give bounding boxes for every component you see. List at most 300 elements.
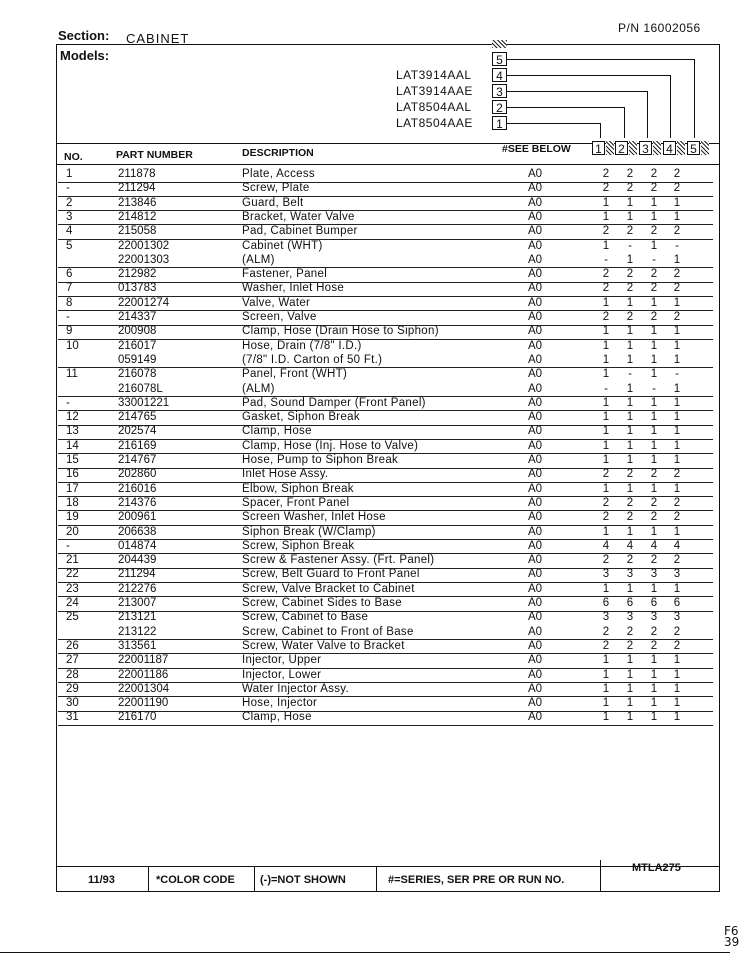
model-3-quantity: 2 [650,639,658,652]
model-connector-3-drop [647,91,648,138]
model-1-quantity: 1 [602,682,610,695]
item-number: - [66,396,70,409]
model-1-quantity: 2 [602,268,610,281]
part-number: 211294 [118,568,156,581]
model-number-5: 5 [492,52,507,66]
model-2-quantity: 1 [626,196,634,209]
col-model-4: 4 [663,141,676,155]
model-connector-1 [507,123,600,124]
part-number: 216169 [118,439,157,452]
table-row [58,411,718,425]
model-3-quantity: 2 [650,625,658,638]
model-4-quantity: 1 [673,339,681,352]
part-number: 216078 [118,368,157,381]
model-4-quantity: 1 [673,396,681,409]
series-code: A0 [528,611,543,624]
item-number: 21 [66,554,79,567]
item-number: 19 [66,511,79,524]
table-row [58,240,718,254]
model-1-quantity: 1 [602,697,610,710]
model-2-quantity: 1 [626,682,634,695]
model-1-quantity: - [604,253,608,266]
table-row [58,697,718,711]
part-number: 215058 [118,225,157,238]
part-number: 313561 [118,639,157,652]
item-number: 22 [66,568,79,581]
model-3-quantity: - [652,253,656,266]
col-model-2: 2 [615,141,628,155]
part-description: Plate, Access [242,168,315,180]
model-4-quantity: 1 [673,210,681,223]
model-3-quantity: - [652,382,656,395]
part-number: 204439 [118,554,157,567]
model-4-quantity: 2 [673,282,681,295]
table-row [58,225,718,239]
part-description: Screw, Plate [242,182,310,195]
model-3-quantity: 1 [650,353,658,366]
model-3-quantity: 2 [650,311,658,323]
table-row [58,354,718,368]
item-number: 31 [66,711,79,724]
hatch-mark [653,141,661,155]
series-code: A0 [528,282,543,295]
model-3-quantity: 1 [650,482,658,495]
model-1-quantity: 4 [602,539,610,552]
table-row [58,468,718,482]
table-row [58,626,718,640]
model-3-quantity: 1 [650,239,658,252]
model-1-quantity: 1 [602,411,610,424]
series-code: A0 [528,525,543,538]
model-1-quantity: 1 [602,325,610,338]
model-1-quantity: 2 [602,639,610,652]
part-description: Clamp, Hose (Drain Hose to Siphon) [242,325,439,338]
model-1-quantity: 2 [602,311,610,323]
model-2-quantity: 1 [626,454,634,466]
model-1-quantity: 3 [602,568,610,581]
part-description: Pad, Sound Damper (Front Panel) [242,396,426,409]
model-4-quantity: 1 [673,711,681,724]
hatch-mark [629,141,637,155]
part-number: 200908 [118,325,157,338]
part-number: 216017 [118,339,157,352]
model-3-quantity: 1 [650,525,658,538]
series-code: A0 [528,539,543,552]
part-description: Screw, Valve Bracket to Cabinet [242,582,415,595]
part-description: Hose, Drain (7/8" I.D.) [242,339,362,352]
part-description: Clamp, Hose [242,711,312,724]
part-number: 33001221 [118,396,170,409]
model-1-quantity: 1 [602,525,610,538]
footer-divider [254,866,255,892]
part-number: 013783 [118,282,157,295]
model-3-quantity: 1 [650,682,658,695]
series-code: A0 [528,325,543,338]
item-number: 20 [66,525,79,538]
model-2-quantity: 2 [626,511,634,524]
model-4-quantity: 1 [673,253,681,266]
series-code: A0 [528,668,543,681]
part-description: Screw, Siphon Break [242,539,355,552]
model-3-quantity: 2 [650,496,658,509]
model-2-quantity: 1 [626,210,634,223]
part-description: Pad, Cabinet Bumper [242,225,358,238]
part-number: 202574 [118,425,157,438]
part-number: 059149 [118,353,157,366]
model-number-1: 1 [492,116,507,130]
item-number: 14 [66,439,79,452]
model-1-quantity: 1 [602,296,610,309]
model-2-quantity: 2 [626,168,634,180]
model-1-quantity: 3 [602,611,610,624]
model-1-quantity: 2 [602,468,610,481]
item-number: - [66,311,70,323]
model-3-quantity: 3 [650,611,658,624]
item-number: 7 [66,282,73,295]
table-row [58,640,718,654]
series-code: A0 [528,311,543,323]
model-2-quantity: 1 [626,253,634,266]
series-code: A0 [528,682,543,695]
model-4-quantity: 2 [673,225,681,238]
table-row [58,211,718,225]
table-row [58,654,718,668]
col-part-number: PART NUMBER [116,149,193,161]
item-number: 4 [66,225,73,238]
part-description: (ALM) [242,382,275,395]
series-code: A0 [528,396,543,409]
model-connector-4-drop [670,75,671,138]
part-description: Screw, Cabinet to Front of Base [242,625,414,638]
item-number: 24 [66,597,79,609]
col-see-below: #SEE BELOW [502,143,571,155]
part-number: 213122 [118,625,157,638]
header-bottom-rule [56,164,720,165]
model-3-quantity: 1 [650,210,658,223]
part-number: 216078L [118,382,163,395]
model-connector-5 [507,59,694,60]
models-label: Models: [60,48,110,63]
part-description: Injector, Lower [242,668,322,681]
model-2-quantity: 3 [626,611,634,624]
part-number: 213007 [118,597,157,609]
part-number: 213121 [118,611,157,624]
col-model-3: 3 [639,141,652,155]
item-number: 29 [66,682,79,695]
model-3-quantity: 1 [650,396,658,409]
model-2-quantity: - [628,368,632,381]
series-code: A0 [528,210,543,223]
model-4-quantity: 2 [673,468,681,481]
item-number: 9 [66,325,73,338]
series-code: A0 [528,296,543,309]
model-4-quantity: 1 [673,482,681,495]
item-number: 3 [66,210,73,223]
model-3-quantity: 2 [650,554,658,567]
model-1-quantity: 1 [602,368,610,381]
model-4-quantity: - [675,239,679,252]
series-code: A0 [528,654,543,667]
model-3-quantity: 1 [650,697,658,710]
table-row [58,254,718,268]
model-connector-1-drop [600,123,601,138]
item-number: 15 [66,454,79,466]
model-1-quantity: 1 [602,439,610,452]
part-number: 22001303 [118,253,170,266]
col-no: NO. [64,151,83,163]
model-4-quantity: 1 [673,439,681,452]
model-1-quantity: 1 [602,454,610,466]
model-2-quantity: 1 [626,654,634,667]
part-description: (7/8" I.D. Carton of 50 Ft.) [242,353,383,366]
part-description: Screen Washer, Inlet Hose [242,511,386,524]
table-row [58,311,718,325]
hatch-mark [701,141,709,155]
series-code: A0 [528,597,543,609]
model-3-quantity: 2 [650,268,658,281]
model-2-quantity: 1 [626,425,634,438]
item-number: 10 [66,339,79,352]
model-2-quantity: 2 [626,268,634,281]
table-row [58,568,718,582]
table-row [58,526,718,540]
model-2-quantity: 3 [626,568,634,581]
table-row [58,511,718,525]
model-1-quantity: 1 [602,711,610,724]
part-description: Panel, Front (WHT) [242,368,348,381]
part-number: 216170 [118,711,157,724]
table-row [58,554,718,568]
model-4-quantity: 1 [673,525,681,538]
model-2-quantity: 2 [626,311,634,323]
part-description: Screw, Water Valve to Bracket [242,639,405,652]
col-model-1: 1 [592,141,605,155]
table-row [58,197,718,211]
model-3-quantity: 2 [650,511,658,524]
model-connector-2 [507,107,624,108]
model-2-quantity: 1 [626,382,634,395]
model-1-quantity: 1 [602,239,610,252]
model-number-2: 2 [492,100,507,114]
model-4-quantity: 2 [673,496,681,509]
model-2-quantity: 1 [626,668,634,681]
part-description: Guard, Belt [242,196,304,209]
model-1-quantity: 2 [602,282,610,295]
model-3-quantity: 1 [650,654,658,667]
part-description: Screw, Belt Guard to Front Panel [242,568,420,581]
table-row [58,340,718,354]
part-number: 200961 [118,511,157,524]
model-1-quantity: 2 [602,168,610,180]
model-2-quantity: 6 [626,597,634,609]
page-bottom-rule [0,952,730,953]
series-code: A0 [528,168,543,180]
table-row [58,182,718,196]
col-description: DESCRIPTION [242,147,314,159]
model-name-3: LAT3914AAE [396,84,473,98]
model-2-quantity: 2 [626,625,634,638]
part-description: Clamp, Hose [242,425,312,438]
model-1-quantity: 1 [602,196,610,209]
table-row [58,583,718,597]
footer-divider [376,866,377,892]
part-number: 214376 [118,496,157,509]
part-description: Spacer, Front Panel [242,496,350,509]
part-description: Screw, Cabinet to Base [242,611,369,624]
model-4-quantity: 6 [673,597,681,609]
model-1-quantity: 2 [602,496,610,509]
model-1-quantity: 1 [602,668,610,681]
table-row [58,325,718,339]
model-2-quantity: 1 [626,411,634,424]
model-3-quantity: 1 [650,368,658,381]
margin-note: F6 39 [724,924,740,949]
model-1-quantity: 2 [602,511,610,524]
model-4-quantity: 1 [673,654,681,667]
table-row [58,540,718,554]
model-2-quantity: 2 [626,468,634,481]
part-number: 214767 [118,454,157,466]
model-3-quantity: 6 [650,597,658,609]
series-code: A0 [528,496,543,509]
part-number: 22001187 [118,654,169,667]
hatch-mark [492,40,507,48]
table-row [58,454,718,468]
model-3-quantity: 1 [650,339,658,352]
part-description: Screen, Valve [242,311,317,323]
series-code: A0 [528,425,543,438]
table-row [58,268,718,282]
model-2-quantity: 2 [626,554,634,567]
table-row [58,497,718,511]
footer-divider [600,860,601,892]
part-description: Inlet Hose Assy. [242,468,329,481]
model-4-quantity: 2 [673,182,681,195]
item-number: 30 [66,697,79,710]
model-2-quantity: 2 [626,496,634,509]
table-row [58,297,718,311]
model-1-quantity: 2 [602,554,610,567]
col-model-5: 5 [687,141,700,155]
model-3-quantity: 1 [650,668,658,681]
series-code: A0 [528,482,543,495]
model-4-quantity: 1 [673,582,681,595]
model-3-quantity: 1 [650,325,658,338]
part-description: Clamp, Hose (Inj. Hose to Valve) [242,439,419,452]
section-value: CABINET [126,31,190,46]
model-4-quantity: 1 [673,296,681,309]
series-code: A0 [528,568,543,581]
series-code: A0 [528,368,543,381]
model-3-quantity: 1 [650,296,658,309]
model-4-quantity: 1 [673,697,681,710]
item-number: 2 [66,196,73,209]
part-number: 213846 [118,196,157,209]
model-connector-5-drop [694,59,695,138]
model-2-quantity: - [628,239,632,252]
part-number: 214812 [118,210,157,223]
series-code: A0 [528,268,543,281]
model-3-quantity: 4 [650,539,658,552]
model-4-quantity: 1 [673,382,681,395]
item-number: 25 [66,611,79,624]
part-number: 206638 [118,525,157,538]
section-label: Section: [58,28,110,43]
model-2-quantity: 1 [626,296,634,309]
model-4-quantity: 1 [673,411,681,424]
part-description: Hose, Pump to Siphon Break [242,454,399,466]
table-row [58,383,718,397]
series-code: A0 [528,253,543,266]
model-4-quantity: 2 [673,554,681,567]
table-row [58,440,718,454]
model-2-quantity: 1 [626,439,634,452]
model-3-quantity: 1 [650,425,658,438]
series-code: A0 [528,382,543,395]
series-code: A0 [528,196,543,209]
part-number-title: P/N 16002056 [618,21,701,35]
model-3-quantity: 1 [650,454,658,466]
table-row [58,483,718,497]
part-number: 22001190 [118,697,169,710]
item-number: 5 [66,239,73,252]
part-description: Fastener, Panel [242,268,328,281]
item-number: 12 [66,411,79,424]
model-3-quantity: 1 [650,411,658,424]
item-number: 6 [66,268,73,281]
model-1-quantity: 1 [602,210,610,223]
part-number: 211878 [118,168,156,180]
model-3-quantity: 1 [650,196,658,209]
model-1-quantity: 2 [602,182,610,195]
part-number: 202860 [118,468,157,481]
part-description: Hose, Injector [242,697,318,710]
model-1-quantity: 6 [602,597,610,609]
item-number: 23 [66,582,79,595]
part-description: Valve, Water [242,296,311,309]
model-name-1: LAT8504AAE [396,116,473,130]
item-number: 13 [66,425,79,438]
footer-divider [148,866,149,892]
model-4-quantity: 1 [673,353,681,366]
footer-document-id: MTLA275 [632,862,681,874]
model-1-quantity: - [604,382,608,395]
part-description: (ALM) [242,253,275,266]
model-name-4: LAT3914AAL [396,68,472,82]
part-number: 214765 [118,411,157,424]
series-code: A0 [528,711,543,724]
table-row [58,282,718,296]
model-4-quantity: 1 [673,196,681,209]
model-name-2: LAT8504AAL [396,100,472,114]
item-number: 1 [66,168,73,180]
model-2-quantity: 1 [626,339,634,352]
model-1-quantity: 1 [602,654,610,667]
model-1-quantity: 2 [602,625,610,638]
table-row [58,597,718,611]
part-description: Screw & Fastener Assy. (Frt. Panel) [242,554,435,567]
model-2-quantity: 1 [626,482,634,495]
footer-series-note: #=SERIES, SER PRE OR RUN NO. [388,874,565,886]
part-number: 212276 [118,582,157,595]
model-4-quantity: 2 [673,639,681,652]
model-2-quantity: 1 [626,396,634,409]
model-2-quantity: 1 [626,353,634,366]
table-row [58,368,718,382]
part-number: 214337 [118,311,157,323]
part-number: 22001186 [118,668,169,681]
part-description: Water Injector Assy. [242,682,349,695]
